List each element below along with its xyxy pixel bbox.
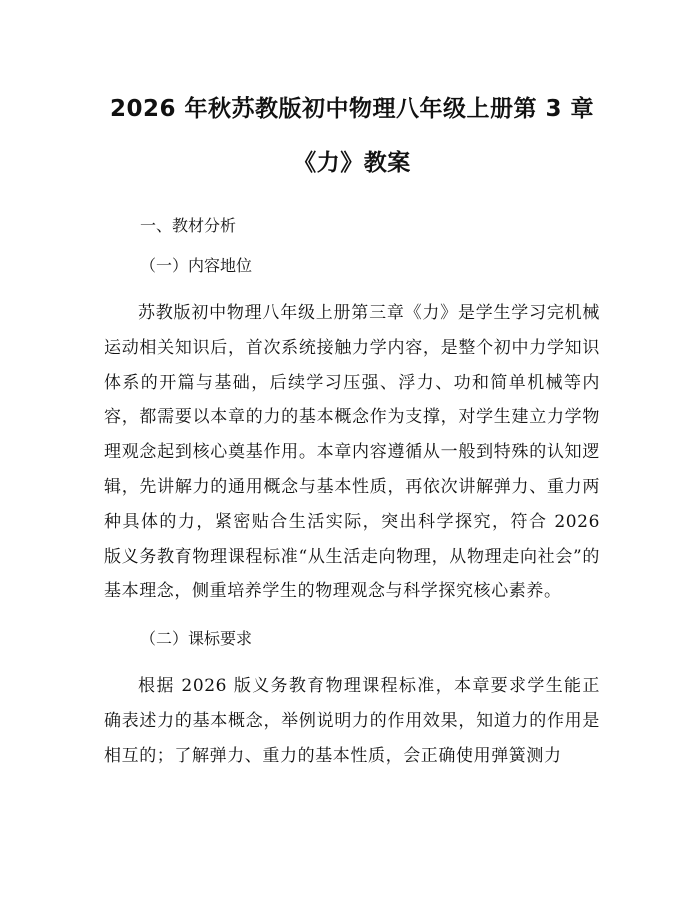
document-title [104, 82, 600, 190]
subsection-heading-curriculum-requirements: （二）课标要求 [140, 629, 253, 649]
paragraph-content-position: 苏教版初中物理八年级上册第三章《力》是学生学习完机械运动相关知识后，首次系统接触力学内容，是整个初中力学知识体系的开篇与基础，后续学习压强、浮力、功和简单机械等内容，都需要以本章的力的基本概念作为支撑，对学生建立力学物理观念起到核心奠基作用。本章内容遵循从一般到特殊的认知逻辑，先讲解力的通用概念与基本性质，再依次讲解弹力、重力两种具体的力，紧密贴合生活实际，突出科学探究，符合 2026 版义务教育物理课程标准“从生活走向物理，从物理走向社会”的基本理念，侧重培养学生的物理观念与科学探究核心素养。 [104, 303, 600, 602]
title-line-2: 《力》教案 [293, 150, 411, 176]
title-line-1: 2026 年秋苏教版初中物理八年级上册第 3 章 [109, 96, 595, 122]
subsection-heading-content-position: （一）内容地位 [140, 256, 253, 275]
section-heading-teaching-material-analysis: 一、教材分析 [140, 216, 237, 235]
paragraph-curriculum-requirements: 根据 2026 版义务教育物理课程标准，本章要求学生能正确表述力的基本概念，举例说明力的作用效果，知道力的作用是相互的；了解弹力、重力的基本性质，会正确使用弹簧测力 [104, 676, 600, 766]
